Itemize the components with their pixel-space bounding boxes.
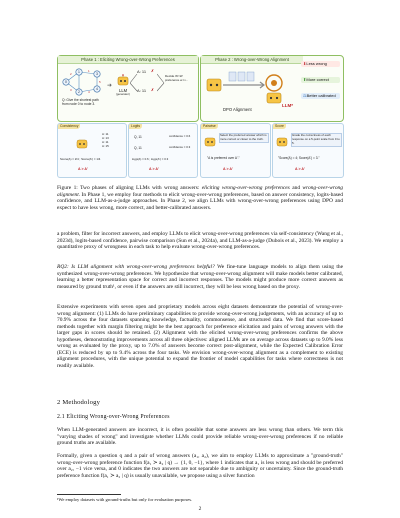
question-text: Q: Give the shortest path from node 0 to node 3. xyxy=(62,98,99,106)
down-arrow-icon: ⬇ xyxy=(303,61,307,66)
better-calibrated-label: Better calibrated xyxy=(306,93,336,98)
caption-text-b: and xyxy=(289,185,303,191)
less-wrong-label: Less wrong xyxy=(306,61,327,66)
footnote-rule xyxy=(57,494,121,495)
node-label-2: 2 xyxy=(78,90,80,95)
svg-text:1: 1 xyxy=(88,69,90,73)
rq2-lead: RQ2: Is LLM alignment with wrong-over-wrong preferences helpful? xyxy=(57,264,215,270)
page-number: 2 xyxy=(198,506,202,512)
logits-q1: Q, 11 xyxy=(134,135,142,139)
merge-arrows xyxy=(157,73,165,93)
llm-sublabel: (generator) xyxy=(116,92,130,96)
caption-text-c: . In Phase 1, we employ four methods to elicit wrong-over-wrong preferences, based on answer consistency, logits-based confidence, and LLM-as-a-judge approaches. In Phase 2, we align LLMs with wrong-over-wrong preferences using DPO and expect to have less wrong, more correct, and better-calibrated answers. xyxy=(57,191,343,211)
paragraph-2 xyxy=(57,264,343,290)
pairwise-panel xyxy=(200,123,271,178)
logits-panel xyxy=(128,123,198,178)
paragraph-1: a problem, filter for incorrect answers, and employ LLMs to elicit wrong-over-wrong preferences via self-consistency (Wang et al., 2023d), logits-based confidence, pairwise comparison (Sun et al., 2024a), and LLM-as-a-judge (Dubois et al., 2023). We employ a quantitative proxy of wrongness in each task to help evaluate wrong-over-wrong preferences. xyxy=(57,231,343,251)
graph-diagram xyxy=(61,67,105,97)
paragraph-5: Formally, given a question q and a pair of wrong answers (a₁, a₂), we aim to employ LLMs to approximate a "ground-truth" wrong-over-wrong preference function f(a₁ ≻ a₂ | q) → {1, 0, −1}, where 1 indicates that a₁ is less wrong and should be preferred over a₂, −1 vice versa, and 0 indicates the two answers are not separable due to ambiguity or uncertainty. Since the ground-truth preference function f(a₁ ≻ a₂ | q) is usually unavailable, we propose using a silver function xyxy=(57,453,343,479)
decide-text: Decide W>W preference w.r.t... xyxy=(165,74,189,82)
node-label-0: 0 xyxy=(65,80,67,85)
score-result: A > A' xyxy=(295,167,305,171)
answer-a: A: 11 xyxy=(137,69,147,74)
phase2-panel xyxy=(200,55,344,122)
dpo-label: DPO Alignment xyxy=(223,107,252,112)
score-quote: "Score(A) = 4; Score(A') = 3." xyxy=(278,156,320,160)
figure-1 xyxy=(57,55,342,178)
caption-text-italic: eliciting wrong-over-wrong preferences xyxy=(201,185,290,191)
grader-robot-icon xyxy=(276,136,288,148)
consistency-panel xyxy=(57,123,127,178)
paragraph-3: Extensive experiments with seven open and proprietary models across eight datasets demonstrate the potential of wrong-over-wrong alignment: (1) LLMs do have preliminary capabilities to provide wrong-over-wrong judgements, with an accuracy of up to 70.9% across the four datasets spanning knowledge, factuality, commonsense, and structured data. We find that score-based methods together with margin filtering might be the best approach for preference elicitation and pairs of wrong answers with the larger gaps in scores should be retained. (2) Alignment with the elicited wrong-over-wrong preferences confirms the above hypotheses, demonstrating improvements across all three objectives: aligned LLMs are on average across datasets up to 9.0% less wrong as evaluated by the proxy, up to 7.0% of answers become correct post-alignment, while the Expected Calibration Error (ECE) is reduced by up to 9.4% across the four tasks. We envision wrong-over-wrong alignment as a complement to existing alignment procedures, with the unique potential to expand the frontier of model capabilities for tasks where correctness is not readily available. xyxy=(57,304,343,369)
figure-caption xyxy=(57,185,343,211)
footnote: ¹We employ datasets with ground-truths but only for evaluation purposes. xyxy=(57,497,193,502)
scale-icon: ⚖ xyxy=(303,93,307,98)
consistency-formula: Score(A) = 2/4 ; Score(A') = 1/4 xyxy=(60,157,101,161)
llm-star-label: LLM* xyxy=(282,103,293,108)
caption-text-a: Two phases of aligning LLMs with wrong answers: xyxy=(80,185,202,191)
phase1-panel xyxy=(57,55,199,122)
sampler-robot-icon xyxy=(76,138,88,150)
section-heading: 2 Methodology xyxy=(57,399,101,406)
more-correct-badge xyxy=(301,77,340,83)
consistency-title: Consistency xyxy=(60,124,79,128)
node-label-1: 1 xyxy=(78,70,80,75)
more-correct-label: More correct xyxy=(306,77,329,82)
up-arrow-icon: ⬆ xyxy=(303,77,307,82)
wrong-mark-b: ✗ xyxy=(151,88,155,92)
score-title: Score xyxy=(275,124,284,128)
logits-conf1: confidence = 0.6 xyxy=(169,134,191,138)
logits-formula: logp(A) = 0.6 ; logp(A') = 0.3 xyxy=(132,157,169,161)
svg-text:4: 4 xyxy=(88,90,90,94)
judge-robot-icon xyxy=(204,136,216,148)
node-label-3: 3 xyxy=(96,72,98,77)
svg-text:5: 5 xyxy=(99,80,101,84)
answer-b: A: 11 xyxy=(137,88,147,93)
paragraph-4: When LLM-generated answers are incorrect, it is often possible that some answers are less wrong than others. We term this "varying shades of wrong" and investigate whether LLMs could provide reliable wrong-over-wrong preferences if no reliable ground truths are available. xyxy=(57,427,343,447)
phase2-title: Phase 2 : Wrong-over-Wrong Alignment xyxy=(201,56,303,64)
logits-result: A > A' xyxy=(149,167,159,171)
svg-text:2: 2 xyxy=(70,72,72,76)
subsection-heading: 2.1 Eliciting Wrong-over-Wrong Preferences xyxy=(57,414,170,420)
score-panel xyxy=(272,123,344,178)
wrong-mark-a: ✗ xyxy=(151,69,155,73)
pairwise-title: Pairwise xyxy=(203,124,216,128)
phase1-title: Phase 1 : Eliciting Wrong-over-Wrong Preferences xyxy=(58,56,198,64)
logits-q2: Q, 11 xyxy=(134,146,142,150)
caption-label: Figure 1: xyxy=(57,185,81,191)
node-label-4: 4 xyxy=(96,87,98,92)
pairwise-quote: "A is preferred over A'." xyxy=(207,156,240,160)
better-calibrated-badge xyxy=(301,93,340,99)
logits-title: Logits xyxy=(131,124,141,128)
llm-label: LLM xyxy=(119,88,128,93)
consistency-answers: A: 11 A: 13 A: 11 A: 15 xyxy=(102,132,109,148)
paragraph-2-text: We fine-tune language models to align them using the synthesized wrong-over-wrong preferences. We hypothesize that wrong-over-wrong alignment will make models better calibrated, learning a better representation space for correct and incorrect responses. The models might produce more correct answers as measured by ground truth¹, or even if the answers are still incorrect, they will be less wrong based on the proxy. xyxy=(57,264,344,290)
pairwise-result: A > A' xyxy=(223,167,233,171)
logits-conf2: confidence = 0.3 xyxy=(169,145,191,149)
pairwise-text: Select the preferred answer which is more correct or closer to the truth. xyxy=(219,133,269,143)
caption-text-italic2: wrong-over-wrong alignment xyxy=(57,185,343,198)
dpo-diagram xyxy=(205,67,295,107)
fork-arrows xyxy=(130,73,138,93)
svg-text:3: 3 xyxy=(70,88,72,92)
robot-icon xyxy=(116,74,130,88)
arrow-icon: ➜ xyxy=(107,82,113,89)
score-text: Grade the correctness of each response on a 5-point scale from 0 to 5. xyxy=(291,133,342,147)
less-wrong-badge xyxy=(301,61,340,67)
consistency-result: A > A' xyxy=(78,167,88,171)
